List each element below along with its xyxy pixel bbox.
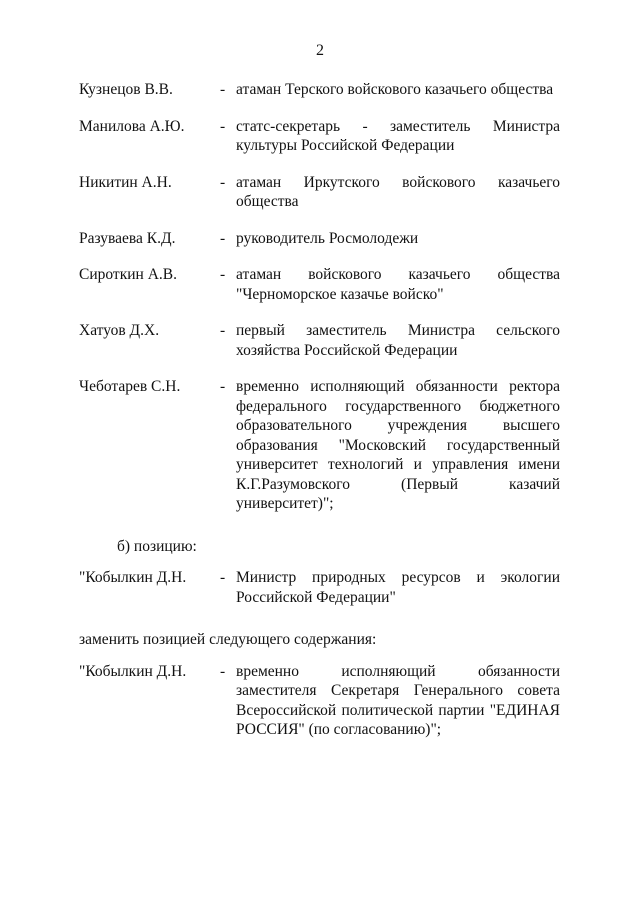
person-name: "Кобылкин Д.Н. [79,662,187,680]
person-position: атаман Терского войскового казачьего общества [236,81,554,98]
replace-instruction: заменить позицией следующего содержания: [79,631,377,648]
person-name: Манилова А.Ю. [79,117,185,135]
list-item [0,265,640,304]
dash-separator: - [220,378,226,395]
page-number: 2 [316,42,324,59]
person-name: Разуваева К.Д. [79,229,176,247]
dash-separator: - [220,117,226,135]
section-b-label: б) позицию: [117,537,197,555]
person-position: временно исполняющий обязанности ректора федерального государственного бюджетного образовательного учреждения высшего образования "Московский государственный университет технологий и управления имени К.Г.Разумовского (Первый казачий университет)"; [236,378,560,512]
person-position: атаман войскового казачьего общества "Черноморское казачье войско" [236,266,560,303]
list-item [0,662,640,740]
person-name: Чеботарев С.Н. [79,378,181,395]
person-name: Кузнецов В.В. [79,81,173,98]
dash-separator: - [220,322,226,339]
list-item [0,229,640,249]
person-name: Сироткин А.В. [79,266,177,283]
person-name: "Кобылкин Д.Н. [79,569,187,586]
person-position: первый заместитель Министра сельского хозяйства Российской Федерации [236,322,560,359]
person-name: Хатуов Д.Х. [79,322,160,339]
dash-separator: - [220,569,226,586]
dash-separator: - [220,81,226,98]
person-position: атаман Иркутского войскового казачьего общества [236,173,560,210]
list-item [0,568,640,607]
list-item [0,80,640,100]
person-position: статс-секретарь - заместитель Министра культуры Российской Федерации [236,117,560,154]
dash-separator: - [220,173,226,191]
list-item [0,377,640,514]
person-position: руководитель Росмолодежи [236,229,419,247]
person-position: Министр природных ресурсов и экологии Российской Федерации" [236,569,560,606]
member-list [0,80,640,757]
dash-separator: - [220,229,226,247]
person-position: временно исполняющий обязанности заместителя Секретаря Генерального совета Всероссийской политической партии "ЕДИНАЯ РОССИЯ" (по согласованию)"; [236,662,560,738]
list-item [0,117,640,156]
person-name: Никитин А.Н. [79,173,172,191]
list-item [0,321,640,360]
list-item [0,173,640,212]
dash-separator: - [220,266,226,283]
dash-separator: - [220,662,226,680]
